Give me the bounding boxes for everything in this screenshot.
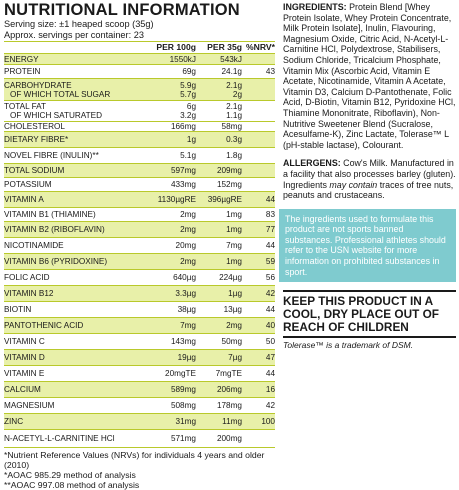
value-per-35g: 13µg xyxy=(223,305,242,314)
value-per-100g: 1550kJ xyxy=(169,54,196,64)
nutrient-name: BIOTIN xyxy=(4,305,32,314)
nutrition-panel xyxy=(4,2,275,490)
value-per-35g-cell xyxy=(196,135,242,144)
nutrient-name: VITAMIN E xyxy=(4,369,45,378)
panel-title: NUTRITIONAL INFORMATION xyxy=(4,1,240,19)
value-per-100g: 1g xyxy=(186,135,196,144)
value-nrv-cell xyxy=(242,385,275,394)
table-row xyxy=(4,414,275,430)
value-per-35g-cell xyxy=(196,122,242,131)
value-per-35g: 178mg xyxy=(216,401,242,410)
value-per-35g-cell xyxy=(196,434,242,443)
table-row xyxy=(4,208,275,222)
value-per-100g-cell xyxy=(124,369,196,378)
footnote-aoac-1: *AOAC 985.29 method of analysis xyxy=(4,470,136,480)
table-row xyxy=(4,79,275,101)
value-nrv: 59 xyxy=(265,257,275,266)
value-per-35g: 200mg xyxy=(216,434,242,443)
value-per-35g-cell xyxy=(196,257,242,266)
value-nrv: 44 xyxy=(265,195,275,204)
value-per-100g-cell xyxy=(124,434,196,443)
value-per-100g: 571mg xyxy=(170,434,196,443)
value-nrv: 42 xyxy=(265,401,275,410)
table-row xyxy=(4,222,275,238)
value-nrv: 47 xyxy=(265,353,275,362)
nutrient-name: NICOTINAMIDE xyxy=(4,241,64,250)
value-nrv: 16 xyxy=(265,385,275,394)
ingredients-label: INGREDIENTS: xyxy=(283,2,347,12)
nutrient-name: OF WHICH TOTAL SUGAR xyxy=(10,89,111,99)
value-per-100g-cell xyxy=(124,135,196,144)
value-per-100g-cell xyxy=(124,385,196,394)
value-nrv-cell xyxy=(242,225,275,234)
allergens-label: ALLERGENS: xyxy=(283,158,341,169)
value-per-100g: 433mg xyxy=(170,180,196,189)
value-per-100g-cell xyxy=(124,55,196,64)
table-row xyxy=(4,238,275,254)
nutrient-name: CHOLESTEROL xyxy=(4,122,65,131)
nutrient-name: VITAMIN A xyxy=(4,195,44,204)
value-per-35g-cell xyxy=(196,305,242,314)
value-nrv-cell xyxy=(242,321,275,330)
value-per-35g-cell xyxy=(196,225,242,234)
value-per-100g-cell xyxy=(124,225,196,234)
value-per-35g: 1mg xyxy=(226,225,242,234)
nutrient-name: VITAMIN B1 (THIAMINE) xyxy=(4,210,96,219)
value-per-100g: 508mg xyxy=(170,401,196,410)
nutrient-name-cell xyxy=(4,273,124,282)
nutrient-name: ENERGY xyxy=(4,54,39,64)
value-per-35g-cell xyxy=(196,67,242,76)
serving-size: Serving size: ±1 heaped scoop (35g) xyxy=(4,19,154,29)
value-nrv-cell xyxy=(242,337,275,346)
value-per-35g-cell xyxy=(196,166,242,175)
nutrient-name-cell xyxy=(4,385,124,394)
value-per-100g-cell xyxy=(124,180,196,189)
value-nrv-cell xyxy=(242,353,275,362)
value-per-100g: 20mg xyxy=(175,241,196,250)
value-nrv: 83 xyxy=(265,210,275,219)
value-per-100g: 5.7g xyxy=(180,89,196,99)
table-row xyxy=(4,192,275,208)
value-per-35g-cell xyxy=(196,401,242,410)
value-nrv: 50 xyxy=(265,337,275,346)
value-per-100g-cell xyxy=(124,102,196,120)
value-per-100g: 20mgTE xyxy=(165,369,196,378)
value-per-35g-cell xyxy=(196,195,242,204)
value-per-100g-cell xyxy=(124,122,196,131)
nutrient-name: NOVEL FIBRE (INULIN)** xyxy=(4,151,99,160)
table-row xyxy=(4,334,275,350)
table-row xyxy=(4,430,275,447)
value-nrv-cell xyxy=(242,195,275,204)
table-row xyxy=(4,302,275,318)
value-per-100g-cell xyxy=(124,151,196,160)
sport-note: The ingredients used to formulate this product are not sports banned substances. Professional athletes should refer to the USN website for more information on prohibited substances in sport. xyxy=(279,209,456,283)
value-per-100g-cell xyxy=(124,321,196,330)
value-nrv-cell xyxy=(242,241,275,250)
footnote-aoac-2: **AOAC 997.08 method of analysis xyxy=(4,480,140,490)
nutrient-name: TOTAL FAT xyxy=(4,102,47,111)
value-per-100g: 31mg xyxy=(175,417,196,426)
value-nrv: 43 xyxy=(265,67,275,76)
value-per-35g-cell xyxy=(196,273,242,282)
value-nrv: 56 xyxy=(265,273,275,282)
value-per-35g: 11mg xyxy=(222,417,242,426)
value-per-35g: 24.1g xyxy=(221,67,242,76)
value-nrv-cell xyxy=(242,417,275,426)
value-per-100g-cell xyxy=(124,305,196,314)
table-row xyxy=(4,350,275,366)
value-per-100g: 2mg xyxy=(180,225,196,234)
value-per-100g: 143mg xyxy=(170,337,196,346)
value-per-100g-cell xyxy=(124,67,196,76)
nutrient-name-cell xyxy=(4,417,124,426)
servings-per-container: Approx. servings per container: 23 xyxy=(4,29,144,40)
footnote-nrv: *Nutrient Reference Values (NRVs) for individuals 4 years and older (2010) xyxy=(4,450,265,470)
table-row xyxy=(4,286,275,302)
nutrient-name: VITAMIN D xyxy=(4,353,45,362)
nutrient-name: VITAMIN B2 (RIBOFLAVIN) xyxy=(4,225,105,234)
nutrient-name: PROTEIN xyxy=(4,67,41,76)
value-per-100g-cell xyxy=(124,353,196,362)
table-row xyxy=(4,270,275,286)
nutrient-name: FOLIC ACID xyxy=(4,273,50,282)
nutrient-name-cell xyxy=(4,353,124,362)
nutrient-name: MAGNESIUM xyxy=(4,401,55,410)
value-per-100g-cell xyxy=(124,241,196,250)
value-per-35g: 1µg xyxy=(228,289,242,298)
value-per-35g: 58mg xyxy=(221,122,242,131)
table-row xyxy=(4,398,275,414)
value-per-35g: 7mgTE xyxy=(215,369,242,378)
nutrient-name-cell xyxy=(4,305,124,314)
value-per-35g-cell xyxy=(196,241,242,250)
table-row xyxy=(4,318,275,334)
value-per-100g: 38µg xyxy=(177,305,196,314)
value-per-35g: 2g xyxy=(232,89,242,99)
table-row xyxy=(4,254,275,270)
value-per-35g: 1.8g xyxy=(226,151,242,160)
nutrient-name-cell xyxy=(4,81,124,99)
value-per-35g-cell xyxy=(196,385,242,394)
value-nrv-cell xyxy=(242,257,275,266)
value-nrv-cell xyxy=(242,289,275,298)
nutrient-name-cell xyxy=(4,122,124,131)
nutrient-name-cell xyxy=(4,241,124,250)
nutrient-name: OF WHICH SATURATED xyxy=(10,111,103,120)
value-per-35g: 0.3g xyxy=(226,135,242,144)
value-per-100g-cell xyxy=(124,289,196,298)
allergens-text: Cow's Milk. Manufactured in a facility that also processes barley (gluten). Ingredients xyxy=(283,158,456,190)
value-per-35g-cell xyxy=(196,321,242,330)
value-per-100g: 640µg xyxy=(173,273,196,282)
table-row xyxy=(4,382,275,398)
header-per-35g: PER 35g xyxy=(207,42,242,52)
ingredients-block xyxy=(283,2,456,150)
value-per-35g: 152mg xyxy=(216,180,242,189)
table-row xyxy=(4,65,275,79)
table-row xyxy=(4,178,275,192)
nutrition-table xyxy=(4,54,275,448)
value-per-35g: 7mg xyxy=(226,241,242,250)
value-per-35g-cell xyxy=(196,210,242,219)
value-nrv: 40 xyxy=(265,321,275,330)
value-per-100g-cell xyxy=(124,166,196,175)
value-per-35g-cell xyxy=(196,55,242,64)
value-nrv: 44 xyxy=(265,305,275,314)
nutrient-name: ZINC xyxy=(4,417,24,426)
value-nrv: 100 xyxy=(261,417,275,426)
nutrient-name-cell xyxy=(4,289,124,298)
value-per-100g: 5.1g xyxy=(180,151,196,160)
value-per-35g-cell xyxy=(196,417,242,426)
value-per-100g: 6g xyxy=(186,102,196,111)
value-per-100g: 3.2g xyxy=(180,111,196,120)
value-per-35g: 1mg xyxy=(226,257,242,266)
nutrient-name: DIETARY FIBRE* xyxy=(4,135,69,144)
nutrient-name-cell xyxy=(4,257,124,266)
value-per-100g: 3.3µg xyxy=(175,289,196,298)
value-per-100g-cell xyxy=(124,273,196,282)
value-per-100g: 589mg xyxy=(170,385,196,394)
value-per-100g-cell xyxy=(124,257,196,266)
value-nrv-cell xyxy=(242,67,275,76)
allergens-italic: may contain xyxy=(329,179,378,190)
nutrient-name: POTASSIUM xyxy=(4,180,52,189)
header-per-100g: PER 100g xyxy=(156,42,196,52)
nutrient-name-cell xyxy=(4,166,124,175)
value-nrv-cell xyxy=(242,210,275,219)
value-per-100g-cell xyxy=(124,195,196,204)
value-per-100g: 597mg xyxy=(170,166,196,175)
table-row xyxy=(4,122,275,132)
value-per-35g-cell xyxy=(196,369,242,378)
nutrient-name-cell xyxy=(4,369,124,378)
value-per-35g-cell xyxy=(196,353,242,362)
nutrient-name-cell xyxy=(4,434,124,443)
nutrient-name-cell xyxy=(4,135,124,144)
value-nrv: 42 xyxy=(265,289,275,298)
nutrient-name-cell xyxy=(4,337,124,346)
value-per-35g: 224µg xyxy=(219,273,242,282)
nutrient-name-cell xyxy=(4,195,124,204)
ingredients-text: Protein Blend [Whey Protein Isolate, Whey Protein Concentrate, Milk Protein Isolate], Inulin, Flavouring, Magnesium Oxide, Citric Acid, N-Acetyl-L-Carnitine HCl, Polydextrose, Stabilisers, Sodium Chloride, Tricalcium Phosphate, Vitamin Mix (Ascorbic Acid, Vitamin E Acetate, Nicotinamide, Vitamin A Acetate, Vitamin D3, Calcium D-Pantothenate, Folic Acid, D-Biotin, Vitamin B12, Pyridoxine HCl, Thiamine Mononitrate, Riboflavin), Non-Nutritive Sweetener Blend (Sucralose, Acesulfame-K), Zinc Lactate, Tolerase™ L (pH-stable lactase), Colourant. xyxy=(283,2,456,150)
value-nrv-cell xyxy=(242,305,275,314)
nutrient-name-cell xyxy=(4,67,124,76)
value-nrv: 44 xyxy=(265,369,275,378)
storage-warning: KEEP THIS PRODUCT IN A COOL, DRY PLACE OUT OF REACH OF CHILDREN xyxy=(283,290,456,338)
table-row xyxy=(4,54,275,65)
nutrient-name: VITAMIN C xyxy=(4,337,45,346)
value-per-100g: 69g xyxy=(182,67,196,76)
value-per-35g: 209mg xyxy=(216,166,242,175)
value-per-100g: 2mg xyxy=(180,257,196,266)
header-nrv: %NRV* xyxy=(246,42,275,52)
value-per-100g-cell xyxy=(124,337,196,346)
allergens-block xyxy=(283,158,456,200)
value-per-100g-cell xyxy=(124,417,196,426)
allergens-text-end: traces of tree nuts, peanuts and crustaceans. xyxy=(283,179,454,201)
value-per-35g-cell xyxy=(196,180,242,189)
nutrient-name: TOTAL SODIUM xyxy=(4,166,65,175)
nutrient-name: CALCIUM xyxy=(4,385,41,394)
nutrient-name-cell xyxy=(4,401,124,410)
value-per-35g-cell xyxy=(196,81,242,99)
table-header xyxy=(4,41,275,54)
value-per-100g-cell xyxy=(124,401,196,410)
value-per-35g: 2.1g xyxy=(226,102,242,111)
value-per-35g: 50mg xyxy=(221,337,242,346)
nutrient-name: N-ACETYL-L-CARNITINE HCl xyxy=(4,434,115,443)
value-per-100g: 7mg xyxy=(180,321,196,330)
table-row xyxy=(4,132,275,148)
trademark-note: Tolerase™ is a trademark of DSM. xyxy=(283,340,414,351)
nutrient-name-cell xyxy=(4,210,124,219)
value-per-35g: 2mg xyxy=(226,321,242,330)
nutrient-name: PANTOTHENIC ACID xyxy=(4,321,84,330)
table-row xyxy=(4,366,275,382)
value-per-100g: 19µg xyxy=(177,353,196,362)
info-column xyxy=(283,2,456,350)
nutrient-name-cell xyxy=(4,321,124,330)
header-nutrient xyxy=(4,42,124,53)
value-per-35g-cell xyxy=(196,289,242,298)
value-per-35g-cell xyxy=(196,102,242,120)
nutrient-name-cell xyxy=(4,55,124,64)
value-per-35g: 396µgRE xyxy=(207,195,242,204)
table-row xyxy=(4,164,275,178)
value-per-35g: 2.1g xyxy=(226,80,242,90)
value-nrv-cell xyxy=(242,273,275,282)
value-per-35g-cell xyxy=(196,151,242,160)
nutrient-name: VITAMIN B6 (PYRIDOXINE) xyxy=(4,257,108,266)
value-per-35g: 206mg xyxy=(216,385,242,394)
value-per-35g: 543kJ xyxy=(220,54,242,64)
value-per-100g: 2mg xyxy=(180,210,196,219)
value-per-100g: 5.9g xyxy=(180,80,196,90)
value-per-35g: 7µg xyxy=(228,353,242,362)
value-per-100g: 1130µgRE xyxy=(157,195,196,204)
nutrient-name: CARBOHYDRATE xyxy=(4,80,72,90)
value-per-100g-cell xyxy=(124,81,196,99)
nutrient-name: VITAMIN B12 xyxy=(4,289,54,298)
value-per-35g: 1.1g xyxy=(226,111,242,120)
value-per-100g-cell xyxy=(124,210,196,219)
value-per-35g: 1mg xyxy=(226,210,242,219)
nutrient-name-cell xyxy=(4,102,124,120)
table-row xyxy=(4,148,275,164)
value-per-100g: 166mg xyxy=(170,122,196,131)
value-nrv-cell xyxy=(242,369,275,378)
value-per-35g-cell xyxy=(196,337,242,346)
nutrient-name-cell xyxy=(4,180,124,189)
value-nrv: 77 xyxy=(265,225,275,234)
nutrient-name-cell xyxy=(4,225,124,234)
value-nrv-cell xyxy=(242,401,275,410)
nutrient-name-cell xyxy=(4,151,124,160)
value-nrv: 44 xyxy=(265,241,275,250)
table-row xyxy=(4,101,275,122)
